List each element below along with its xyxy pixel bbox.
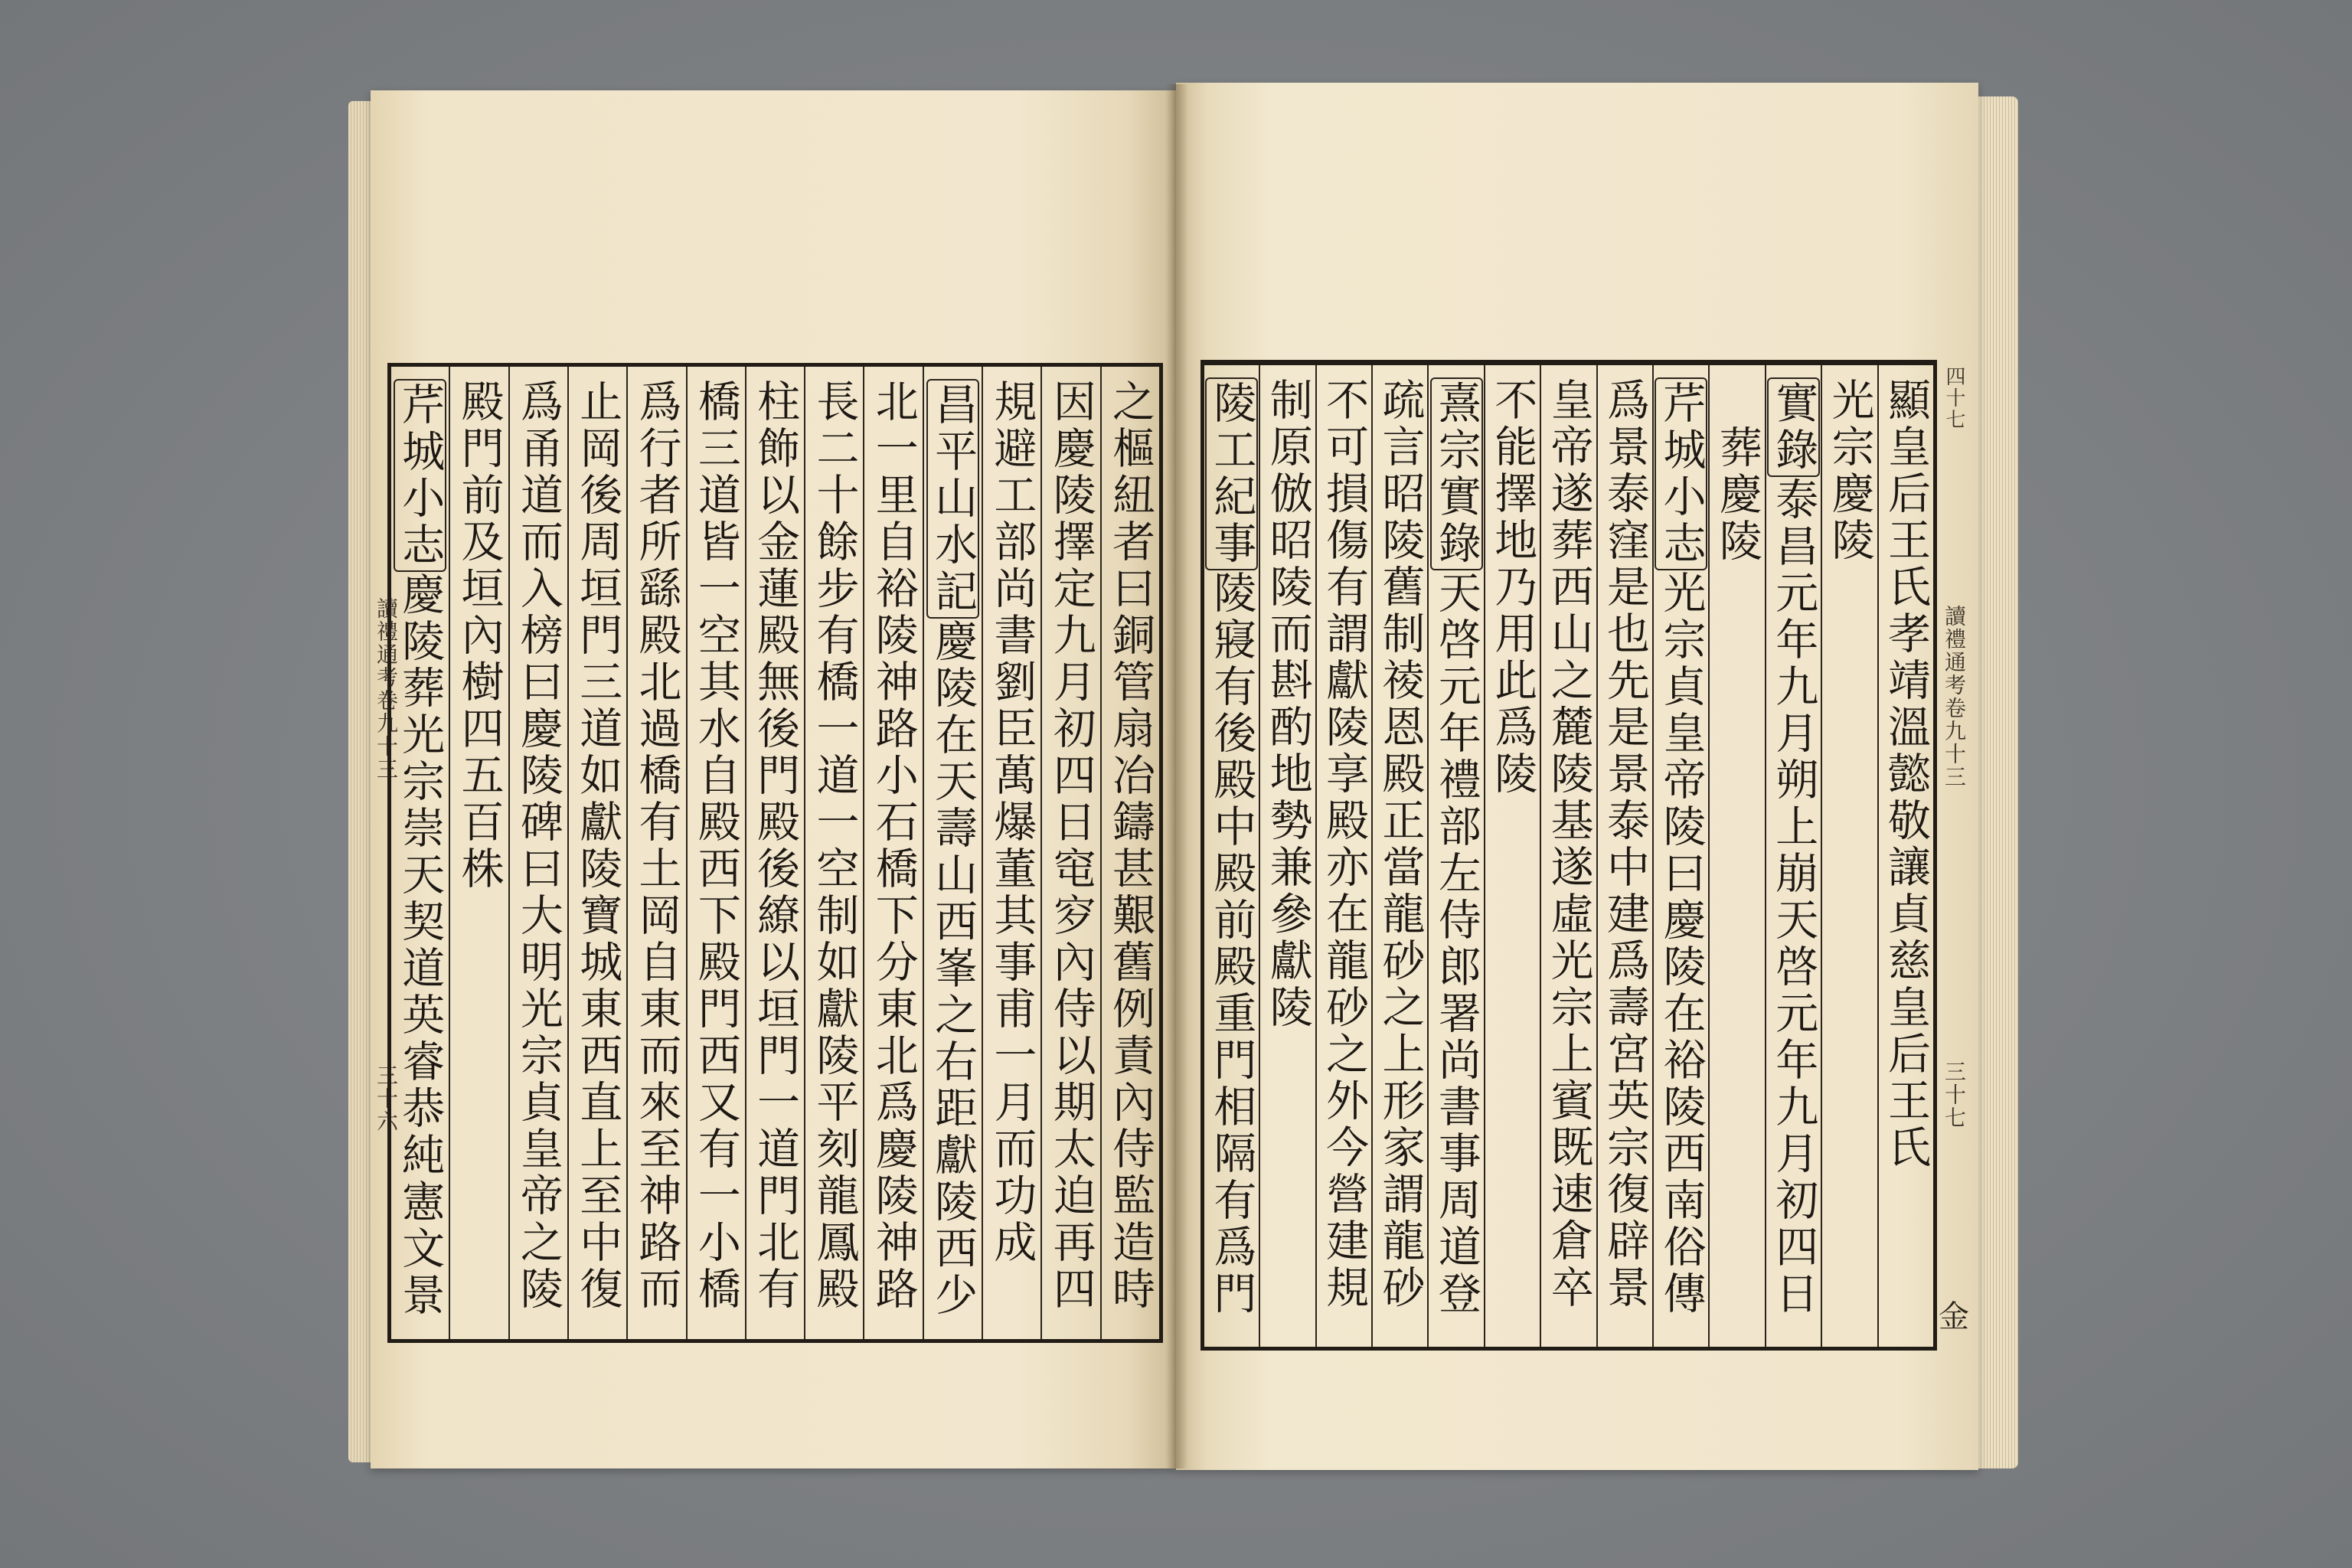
column-text: 橋三道皆一空其水自殿西下殿門西又有一小橋 xyxy=(691,379,741,1313)
column-text: 不可損傷有謂獻陵享殿亦在龍砂之外今營建規 xyxy=(1319,377,1370,1312)
text-column xyxy=(1040,367,1099,1339)
column-text: 柱飾以金蓮殿無後門殿後繚以垣門一道門北有 xyxy=(750,379,801,1313)
text-column xyxy=(1204,365,1259,1347)
column-text: 天啓元年禮部左侍郎署尚書事周道登 xyxy=(1431,570,1481,1318)
column-text: 慶陵葬光宗崇天契道英睿恭純憲文景 xyxy=(395,572,446,1319)
column-text: 不能擇地乃用此爲陵 xyxy=(1488,377,1538,798)
left-text-frame xyxy=(387,363,1163,1343)
source-marker: 實錄 xyxy=(1767,377,1820,477)
right-margin-top-mark: 四十七 xyxy=(1942,366,1965,430)
column-text: 光宗慶陵 xyxy=(1824,377,1875,564)
text-column xyxy=(1427,365,1483,1347)
column-text: 爲行者所繇殿北過橋有土岡自東而來至神路而 xyxy=(632,379,682,1313)
source-marker: 陵工紀事 xyxy=(1205,377,1258,570)
column-text: 泰昌元年九月朔上崩天啓元年九月初四日 xyxy=(1769,477,1819,1318)
text-column xyxy=(626,367,685,1339)
column-text: 因慶陵擇定九月初四日窀穸內侍以期太迫再四 xyxy=(1046,379,1096,1313)
column-text: 規避工部尚書劉臣萬爆董其事甫一月而功成 xyxy=(987,379,1037,1266)
right-page-edges xyxy=(1975,96,2018,1468)
text-column xyxy=(1259,365,1315,1347)
right-margin-page-number: 三十七 xyxy=(1942,1060,1967,1129)
text-column xyxy=(804,367,863,1339)
column-text: 止岡後周垣門三道如獻陵寶城東西直上至中復 xyxy=(573,379,623,1313)
text-column xyxy=(1100,367,1159,1339)
text-column xyxy=(923,367,982,1339)
text-column xyxy=(1315,365,1371,1347)
text-column xyxy=(863,367,922,1339)
column-text: 慶陵在天壽山西峯之右距獻陵西少 xyxy=(928,619,978,1319)
right-text-frame xyxy=(1200,360,1937,1351)
column-text: 陵寢有後殿中殿前殿重門相隔有爲門 xyxy=(1207,570,1257,1318)
column-text: 北一里自裕陵神路小石橋下分東北爲慶陵神路 xyxy=(868,379,919,1313)
text-column xyxy=(1765,365,1821,1347)
text-column xyxy=(982,367,1040,1339)
text-column xyxy=(1540,365,1596,1347)
text-column xyxy=(745,367,804,1339)
column-text: 之樞紐者曰銅管扇冶鑄甚艱舊例責內侍監造時 xyxy=(1106,379,1155,1313)
text-column xyxy=(567,367,626,1339)
source-marker: 昌平山水記 xyxy=(926,379,979,619)
source-marker: 熹宗實錄 xyxy=(1430,377,1483,570)
column-text: 制原倣昭陵而斟酌地勢兼參獻陵 xyxy=(1263,377,1313,1031)
book-gutter xyxy=(1165,84,1188,1468)
text-column xyxy=(1484,365,1540,1347)
text-column xyxy=(1371,365,1427,1347)
source-marker: 芹城小志 xyxy=(394,379,446,572)
text-column xyxy=(1821,365,1877,1347)
column-text: 皇帝遂葬西山之麓陵基遂虛光宗上賓既速倉卒 xyxy=(1544,377,1594,1312)
text-column xyxy=(686,367,745,1339)
text-column xyxy=(1596,365,1652,1347)
column-text: 長二十餘步有橋一道一空制如獻陵平刻龍鳳殿 xyxy=(809,379,860,1313)
left-margin-page-number: 三十六 xyxy=(374,1064,399,1133)
left-margin-title: 讀禮通考卷九十三 xyxy=(374,597,399,781)
text-column xyxy=(391,367,449,1339)
column-text: 疏言昭陵舊制祾恩殿正當龍砂之上形家謂龍砂 xyxy=(1375,377,1426,1312)
text-column xyxy=(1877,365,1933,1347)
right-margin-stamp: 金 xyxy=(1939,1299,1969,1334)
text-column xyxy=(508,367,567,1339)
column-text: 爲甬道而入榜曰慶陵碑曰大明光宗貞皇帝之陵 xyxy=(513,379,564,1313)
column-text: 殿門前及垣內樹四五百株 xyxy=(454,379,505,893)
text-column xyxy=(449,367,508,1339)
right-margin-title: 讀禮通考卷九十三 xyxy=(1942,605,1967,789)
column-text: 爲景泰窪是也先是景泰中建爲壽宮英宗復辟景 xyxy=(1600,377,1651,1312)
column-text: 葬慶陵 xyxy=(1712,425,1762,565)
column-text: 光宗貞皇帝陵曰慶陵在裕陵西南俗傳 xyxy=(1656,570,1707,1318)
text-column xyxy=(1652,365,1708,1347)
text-column xyxy=(1708,365,1764,1347)
column-text: 顯皇后王氏孝靖溫懿敬讓貞慈皇后王氏 xyxy=(1881,377,1931,1171)
source-marker: 芹城小志 xyxy=(1655,377,1707,570)
